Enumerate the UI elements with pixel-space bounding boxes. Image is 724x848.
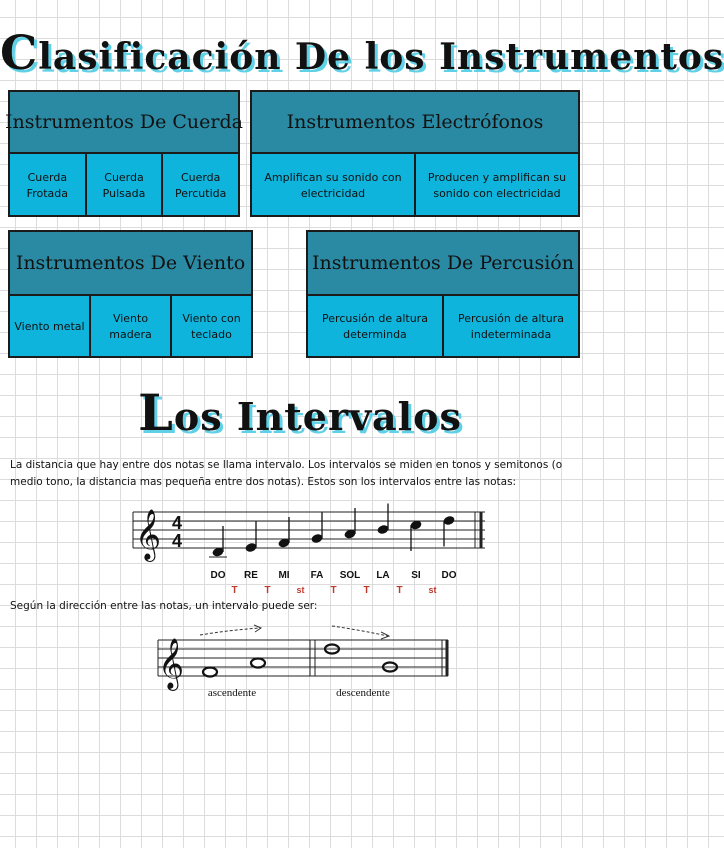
card-viento [8,230,253,358]
whole-note [251,659,265,668]
card-item: Cuerda Frotada [10,154,87,217]
note-name: DO [441,570,457,581]
scale-note [409,519,422,551]
treble-clef-icon: 𝄞 [158,638,185,689]
treble-clef-icon: 𝄞 [135,509,162,560]
interval-step: T [231,585,238,596]
section-title: Los Intervalos [138,384,462,442]
interval-step: T [264,585,271,596]
card-cuerda [5,90,243,217]
card-item: Viento con teclado [182,312,241,341]
scale-note [209,526,227,558]
card-item: Producen y amplifican su sonido con electricidad [427,170,567,200]
card-item: Cuerda Percutida [174,170,227,200]
card-item: Cuerda Pulsada [87,154,164,217]
direction-label-desc: descendente [336,687,390,699]
scale-note [442,515,455,547]
page-title: Clasificación De los Instrumentos [0,26,724,81]
note-name: MI [278,570,290,581]
scale-note [277,517,290,549]
card-item: Viento metal [10,296,91,358]
note-name: SI [411,570,421,581]
card-item: Viento madera [91,296,172,358]
interval-step: T [330,585,337,596]
note-name: DO [210,570,226,581]
card-title: Instrumentos Electrófonos [252,92,578,154]
card-title: Instrumentos De Viento [10,232,251,296]
whole-note [203,668,217,677]
time-sig-top: 4 [171,513,183,533]
interval-step: st [428,585,437,595]
staff-lines [133,512,485,548]
scale-staff [125,500,495,600]
direction-staff [150,620,460,710]
descending-arrow-icon [332,626,389,639]
scale-note [376,504,389,536]
scale-note [310,513,323,545]
card-title: Instrumentos De Cuerda [10,92,238,154]
card-percusion [306,230,580,358]
card-title: Instrumentos De Percusión [308,232,578,296]
card-item: Percusión de altura indeterminada [458,312,564,341]
note-name: RE [244,570,258,581]
time-sig-bottom: 4 [171,531,183,551]
note-name: FA [310,570,324,581]
scale-note [244,522,257,554]
interval-step: T [396,585,403,596]
card-item: Percusión de altura determinda [308,296,444,358]
ascending-arrow-icon [200,625,261,635]
note-name: SOL [339,570,361,581]
note-name: LA [376,570,390,581]
interval-step: st [296,585,305,595]
scale-note [343,508,356,540]
direction-paragraph: Según la dirección entre las notas, un intervalo puede ser: [10,600,318,612]
card-electrofonos [250,90,580,217]
interval-step: T [363,585,370,596]
card-item: Amplifican su sonido con electricidad [252,154,416,217]
intro-paragraph: La distancia que hay entre dos notas se llama intervalo. Los intervalos se miden en tonos y semitonos (o medio tono, la distancia mas pequeña entre dos notas). Estos son los intervalos entre las notas: [10,459,563,488]
direction-label-asc: ascendente [207,687,257,699]
